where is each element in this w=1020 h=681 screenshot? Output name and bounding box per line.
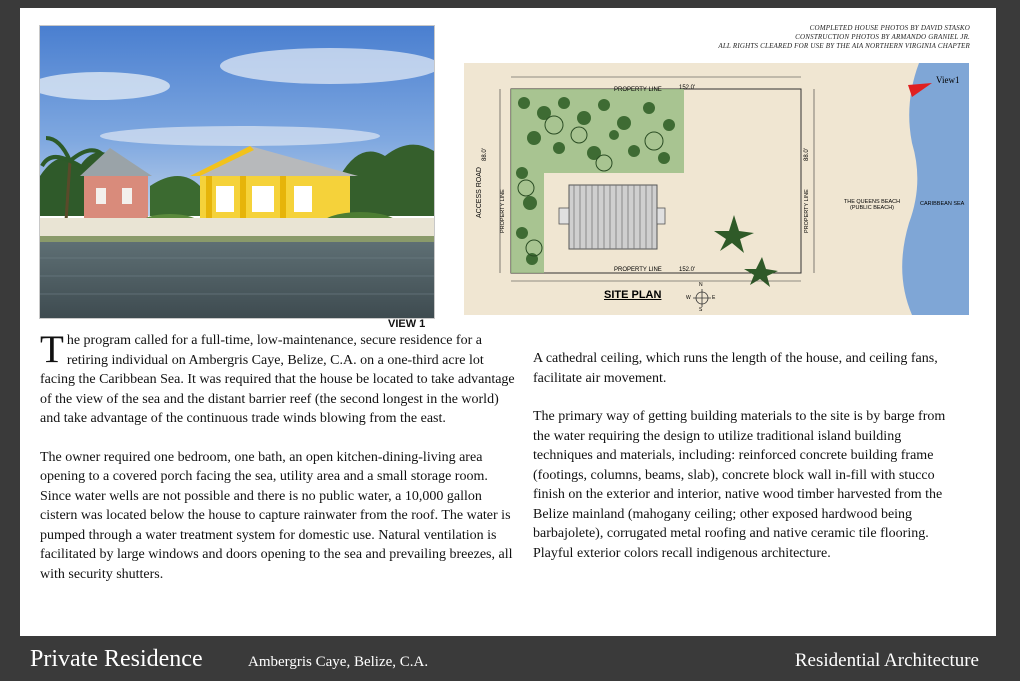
paragraph: The primary way of getting building materials to the site is by barge from the water requiring the design to utilize traditional island building techniques and materials, including: reinforced concrete building frame (footings, columns, beams, slab), concrete block wall in-fill with stucco finish on the exterior and interior, native wood timber harvested from the Belize mainland (mahogany ceiling; other exposed hardwood being barbajolete), corrugated metal roofing and native ceramic tile flooring. Playful exterior colors recall indigenous architecture. [533,409,946,561]
house-photo-illustration [40,26,434,318]
body-column-left [40,328,518,603]
paragraph: The owner required one bedroom, one bath, an open kitchen-dining-living area opening to a covered porch facing the sea, utility area and a small storage room. Since water wells are not possible and there is no public water, a 10,000 gallon cistern was located below the house to capture rainwater from the roof. The water is pumped through a water treatment system for domestic use. Natural ventilation is facilitated by large windows and doors opening to the sea and prevailing breezes, all with security shutters. [40,449,513,582]
compass-south: S [699,307,703,313]
house-photo [39,25,435,319]
sea-label: CARIBBEAN SEA [920,201,965,207]
body-column-right [533,349,963,582]
property-line-label: PROPERTY LINE [500,189,506,233]
view-label: View1 [936,75,960,85]
property-line-label: PROPERTY LINE [614,267,662,273]
dimension-top: 152.0' [679,85,696,91]
site-plan-title: SITE PLAN [604,289,662,301]
site-plan-drawing [464,63,969,315]
credit-line: COMPLETED HOUSE PHOTOS BY DAVID STASKO [809,24,970,32]
presentation-board [20,8,996,636]
dimension-bottom: 152.0' [679,267,696,273]
compass-east: E [712,295,716,301]
site-plan [464,63,969,315]
property-line-label: PROPERTY LINE [804,189,810,233]
dimension-right: 88.0' [804,148,810,161]
project-title: Private Residence [30,646,203,672]
photo-caption: VIEW 1 [388,318,426,330]
property-line-label: PROPERTY LINE [614,87,662,93]
paragraph: The program called for a full-time, low-maintenance, secure residence for a retiring individual on Ambergris Caye, Belize, C.A. on a one-third acre lot facing the Caribbean Sea. It was required that the house be located to take advantage of the view of the sea and the distant barrier reef (the second longest in the world) and take advantage of the continuous trade winds blowing from the east. [40,328,515,426]
beach-label: THE QUEENS BEACH (PUBLIC BEACH) [843,199,901,211]
project-location: Ambergris Caye, Belize, C.A. [248,654,429,670]
project-category: Residential Architecture [794,650,979,671]
credit-line: CONSTRUCTION PHOTOS BY ARMANDO GRANIEL JR. [795,33,970,41]
footer-bar [0,636,1020,681]
drop-cap: T [40,328,64,371]
compass-west: W [686,295,691,301]
access-road-label: ACCESS ROAD [476,167,483,218]
compass-north: N [699,282,703,288]
credit-line: ALL RIGHTS CLEARED FOR USE BY THE AIA NORTHERN VIRGINIA CHAPTER [718,42,970,50]
dimension-left: 88.0' [482,148,488,161]
photo-credits [610,24,970,51]
paragraph: A cathedral ceiling, which runs the length of the house, and ceiling fans, facilitate air movement. [533,351,938,386]
